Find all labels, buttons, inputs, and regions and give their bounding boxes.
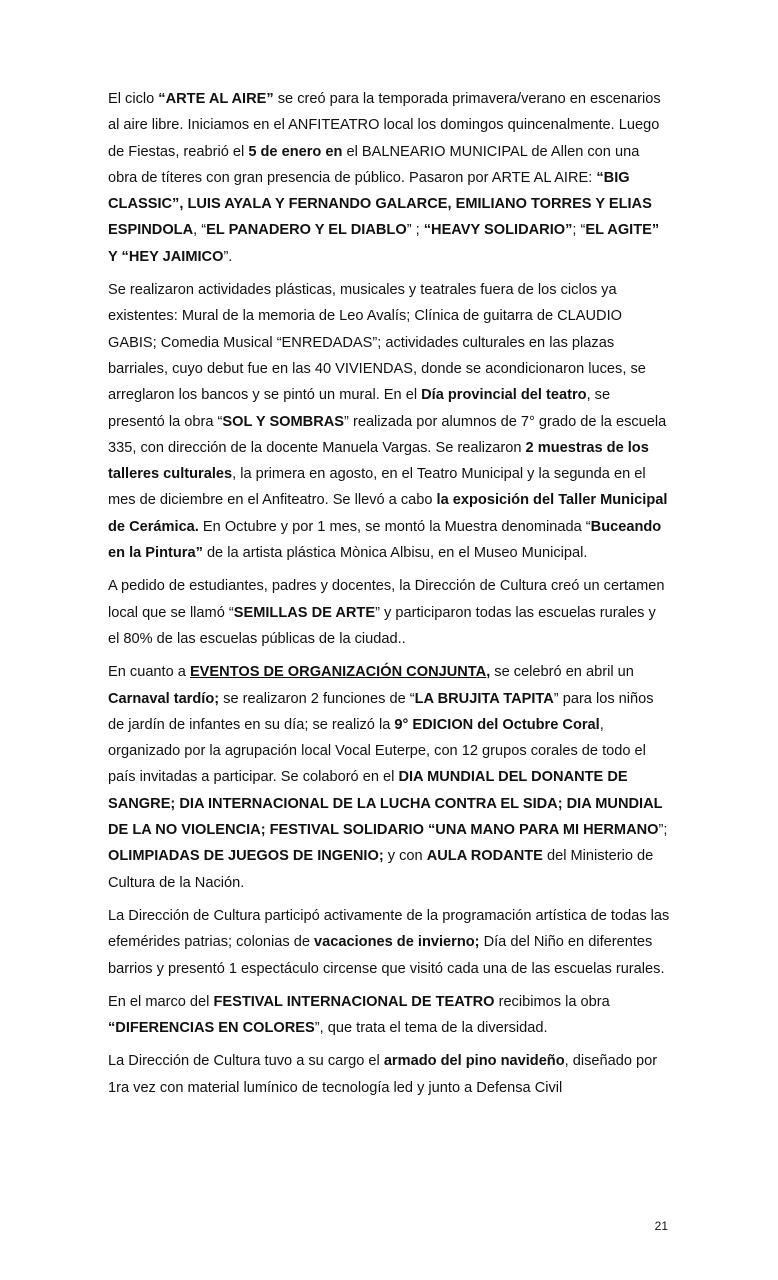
bold-text-run: DIA MUNDIAL DEL DONANTE DE SANGRE; DIA INTERNACIONAL DE LA LUCHA CONTRA EL SIDA; DIA MUNDIAL DE LA NO VIOLENCIA; FESTIVAL SOLIDARIO “UNA MANO PARA MI HERMANO xyxy=(108,769,663,839)
paragraph-arte-al-aire xyxy=(108,86,670,270)
bold-text-run: FESTIVAL INTERNACIONAL DE TEATRO xyxy=(213,993,495,1010)
bold-text-run: AULA RODANTE xyxy=(426,848,543,865)
text-run: El ciclo xyxy=(108,91,159,107)
bold-text-run: SOL Y SOMBRAS xyxy=(222,413,345,430)
text-run: ” y participaron todas las escuelas rurales y el 80% de las escuelas públicas de la ciudad.. xyxy=(108,604,656,647)
text-run: y con xyxy=(383,848,427,865)
bold-text-run: vacaciones de invierno; xyxy=(314,934,480,951)
text-run: ; “ xyxy=(572,222,586,239)
text-run: ” ; xyxy=(406,222,424,239)
bold-text-run: 2 muestras de los talleres culturales xyxy=(108,439,649,483)
page-number: 21 xyxy=(654,1219,668,1233)
text-run: ”, que trata el tema de la diversidad. xyxy=(314,1020,548,1037)
text-run: el BALNEARIO MUNICIPAL de Allen con una obra de títeres con gran presencia de público. Pasaron por ARTE AL AIRE: xyxy=(108,143,640,186)
text-run: , “ xyxy=(193,222,207,239)
text-run: , la primera en agosto, en el Teatro Municipal y la segunda en el mes de diciembre en el Anfiteatro. Se llevó a cabo xyxy=(108,466,646,509)
text-run: ” realizada por alumnos de 7° grado de la escuela 335, con dirección de la docente Manuela Vargas. Se realizaron xyxy=(108,413,667,456)
bold-text-run: 5 de enero en xyxy=(248,143,343,160)
bold-text-run: 9° EDICION del Octubre Coral xyxy=(394,716,600,733)
text-run: recibimos la obra xyxy=(494,993,610,1010)
text-run: , se presentó la obra “ xyxy=(108,387,611,430)
bold-text-run: “ARTE AL AIRE” xyxy=(158,91,274,107)
document-body xyxy=(108,86,670,1108)
bold-text-run: “HEAVY SOLIDARIO” xyxy=(423,222,573,239)
text-run: , organizado por la agrupación local Vocal Euterpe, con 12 grupos corales de todo el país invitadas a participar. Se colaboró en el xyxy=(108,716,646,786)
bold-text-run: EL AGITE” Y “HEY JAIMICO xyxy=(108,222,660,265)
bold-text-run: la exposición del Taller Municipal de Cerámica. xyxy=(108,492,668,535)
paragraph-semillas-de-arte xyxy=(108,573,670,652)
bold-text-run xyxy=(190,664,486,680)
text-run: Se realizaron actividades plásticas, musicales y teatrales fuera de los ciclos ya existentes: Mural de la memoria de Leo Avalís; Clínica de guitarra de CLAUDIO GABIS; Comedia Musical “ENREDADAS”; actividades culturales en las plazas barriales, cuyo debut fue en las 40 VIVIENDAS, donde se acondicionaron luces, se arreglaron los bancos y se pintó un mural. En el xyxy=(108,282,646,404)
bold-text-run: “DIFERENCIAS EN COLORES xyxy=(108,1020,315,1037)
text-run: se creó para la temporada primavera/verano en escenarios al aire libre. Iniciamos en el ANFITEATRO local los domingos quincenalmente. Luego de Fiestas, reabrió el xyxy=(108,91,661,160)
paragraph-pino-navideno xyxy=(108,1048,670,1101)
bold-text-run: Día provincial del teatro xyxy=(421,387,587,404)
text-run: ”. xyxy=(223,248,233,265)
text-run: , diseñado por 1ra vez con material lumínico de tecnología led y junto a Defensa Civil xyxy=(108,1053,658,1096)
text-run: Día del Niño en diferentes barrios y presentó 1 espectáculo circense que visitó cada una de las escuelas rurales. xyxy=(108,934,665,977)
paragraph-eventos-conjunta xyxy=(108,659,670,896)
bold-text-run: , xyxy=(486,664,491,681)
paragraph-festival-teatro xyxy=(108,989,670,1042)
paragraph-actividades xyxy=(108,277,670,566)
text-run: EVENTOS DE ORGANIZACIÓN CONJUNTA xyxy=(189,664,487,681)
bold-text-run: SEMILLAS DE ARTE xyxy=(233,604,376,621)
text-run: La Dirección de Cultura tuvo a su cargo el xyxy=(108,1053,384,1070)
text-run: ”; xyxy=(658,822,668,839)
bold-text-run: armado del pino navideño xyxy=(383,1053,565,1070)
text-run: En cuanto a xyxy=(108,664,190,681)
bold-text-run: LA BRUJITA TAPITA xyxy=(414,690,554,707)
bold-text-run: OLIMPIADAS DE JUEGOS DE INGENIO; xyxy=(108,848,384,865)
paragraph-efemerides xyxy=(108,903,670,982)
bold-text-run: “BIG CLASSIC”, LUIS AYALA Y FERNANDO GALARCE, EMILIANO TORRES Y ELIAS ESPINDOLA xyxy=(108,169,652,239)
bold-text-run: EL PANADERO Y EL DIABLO xyxy=(206,222,407,239)
text-run: se celebró en abril un xyxy=(490,664,634,681)
text-run: En el marco del xyxy=(108,993,214,1010)
text-run: En Octubre y por 1 mes, se montó la Muestra denominada “ xyxy=(198,518,591,535)
text-run: La Dirección de Cultura participó activamente de la programación artística de todas las efemérides patrias; colonias de xyxy=(108,907,670,951)
text-run: se realizaron 2 funciones de “ xyxy=(219,690,415,707)
text-run: de la artista plástica Mònica Albisu, en el Museo Municipal. xyxy=(202,545,588,562)
bold-text-run: Buceando en la Pintura” xyxy=(108,518,662,562)
text-run: A pedido de estudiantes, padres y docentes, la Dirección de Cultura creó un certamen local que se llamó “ xyxy=(108,578,665,621)
text-run: ” para los niños de jardín de infantes en su día; se realizó la xyxy=(108,690,654,733)
bold-text-run: Carnaval tardío; xyxy=(108,690,220,707)
text-run: del Ministerio de Cultura de la Nación. xyxy=(108,848,654,891)
